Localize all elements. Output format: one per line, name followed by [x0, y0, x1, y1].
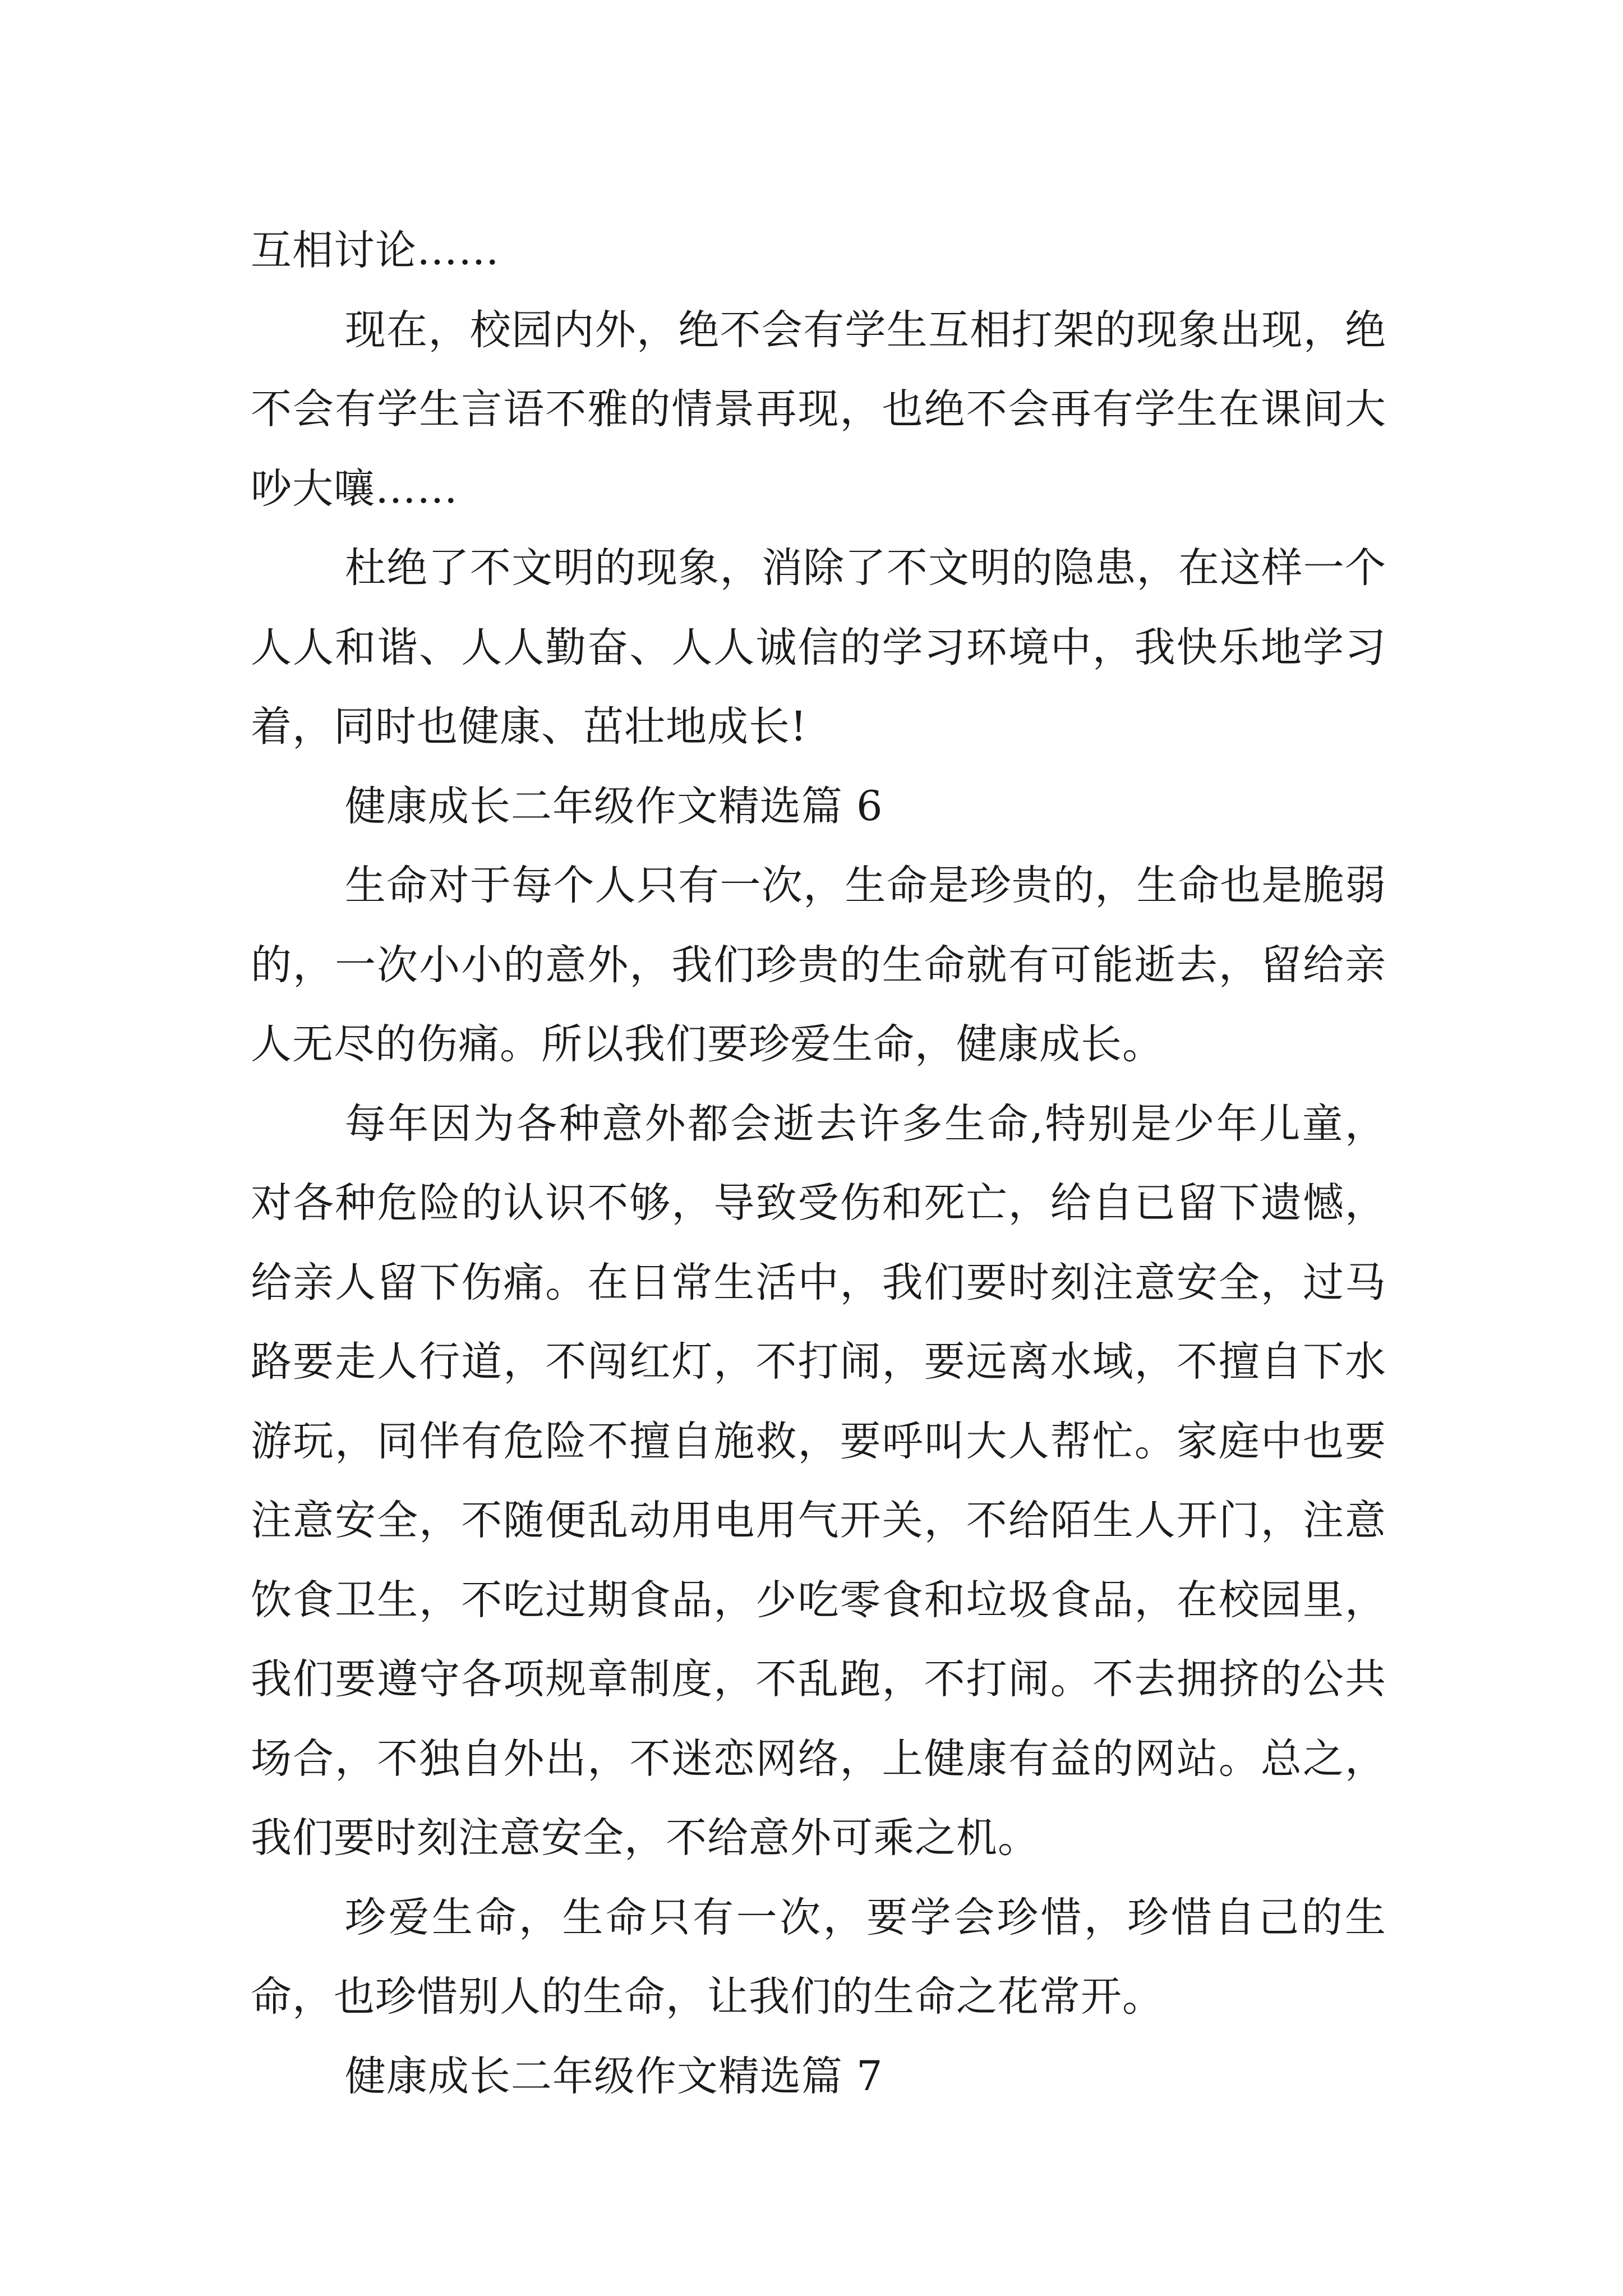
paragraph-continuation: 互相讨论…… [251, 227, 500, 274]
paragraph: 珍爱生命，生命只有一次，要学会珍惜，珍惜自己的生命，也珍惜别人的生命，让我们的生命之花常开。 [251, 1893, 1386, 2021]
paragraph: 每年因为各种意外都会逝去许多生命,特别是少年儿童，对各种危险的认识不够，导致受伤和死亡，给自已留下遗憾，给亲人留下伤痛。在日常生活中，我们要时刻注意安全，过马路要走人行道，不闯红灯，不打闹，要远离水域，不擅自下水游玩，同伴有危险不擅自施救，要呼叫大人帮忙。家庭中也要注意安全，不随便乱动用电用气开关，不给陌生人开门，注意饮食卫生，不吃过期食品，少吃零食和垃圾食品，在校园里，我们要遵守各项规章制度，不乱跑，不打闹。不去拥挤的公共场合，不独自外出，不迷恋网络，上健康有益的网站。总之，我们要时刻注意安全，不给意外可乘之机。 [251, 1099, 1386, 1862]
section-heading: 健康成长二年级作文精选篇 6 [344, 782, 883, 830]
paragraph: 现在，校园内外，绝不会有学生互相打架的现象出现，绝不会有学生言语不雅的情景再现，也绝不会再有学生在课间大吵大嚷…… [251, 306, 1386, 513]
paragraph: 杜绝了不文明的现象，消除了不文明的隐患，在这样一个人人和谐、人人勤奋、人人诚信的学习环境中，我快乐地学习着，同时也健康、茁壮地成长! [251, 544, 1386, 751]
document-body [251, 211, 1386, 2116]
paragraph: 生命对于每个人只有一次，生命是珍贵的，生命也是脆弱的，一次小小的意外，我们珍贵的生命就有可能逝去，留给亲人无尽的伤痛。所以我们要珍爱生命，健康成长。 [251, 862, 1386, 1068]
section-heading: 健康成长二年级作文精选篇 7 [344, 2052, 883, 2100]
